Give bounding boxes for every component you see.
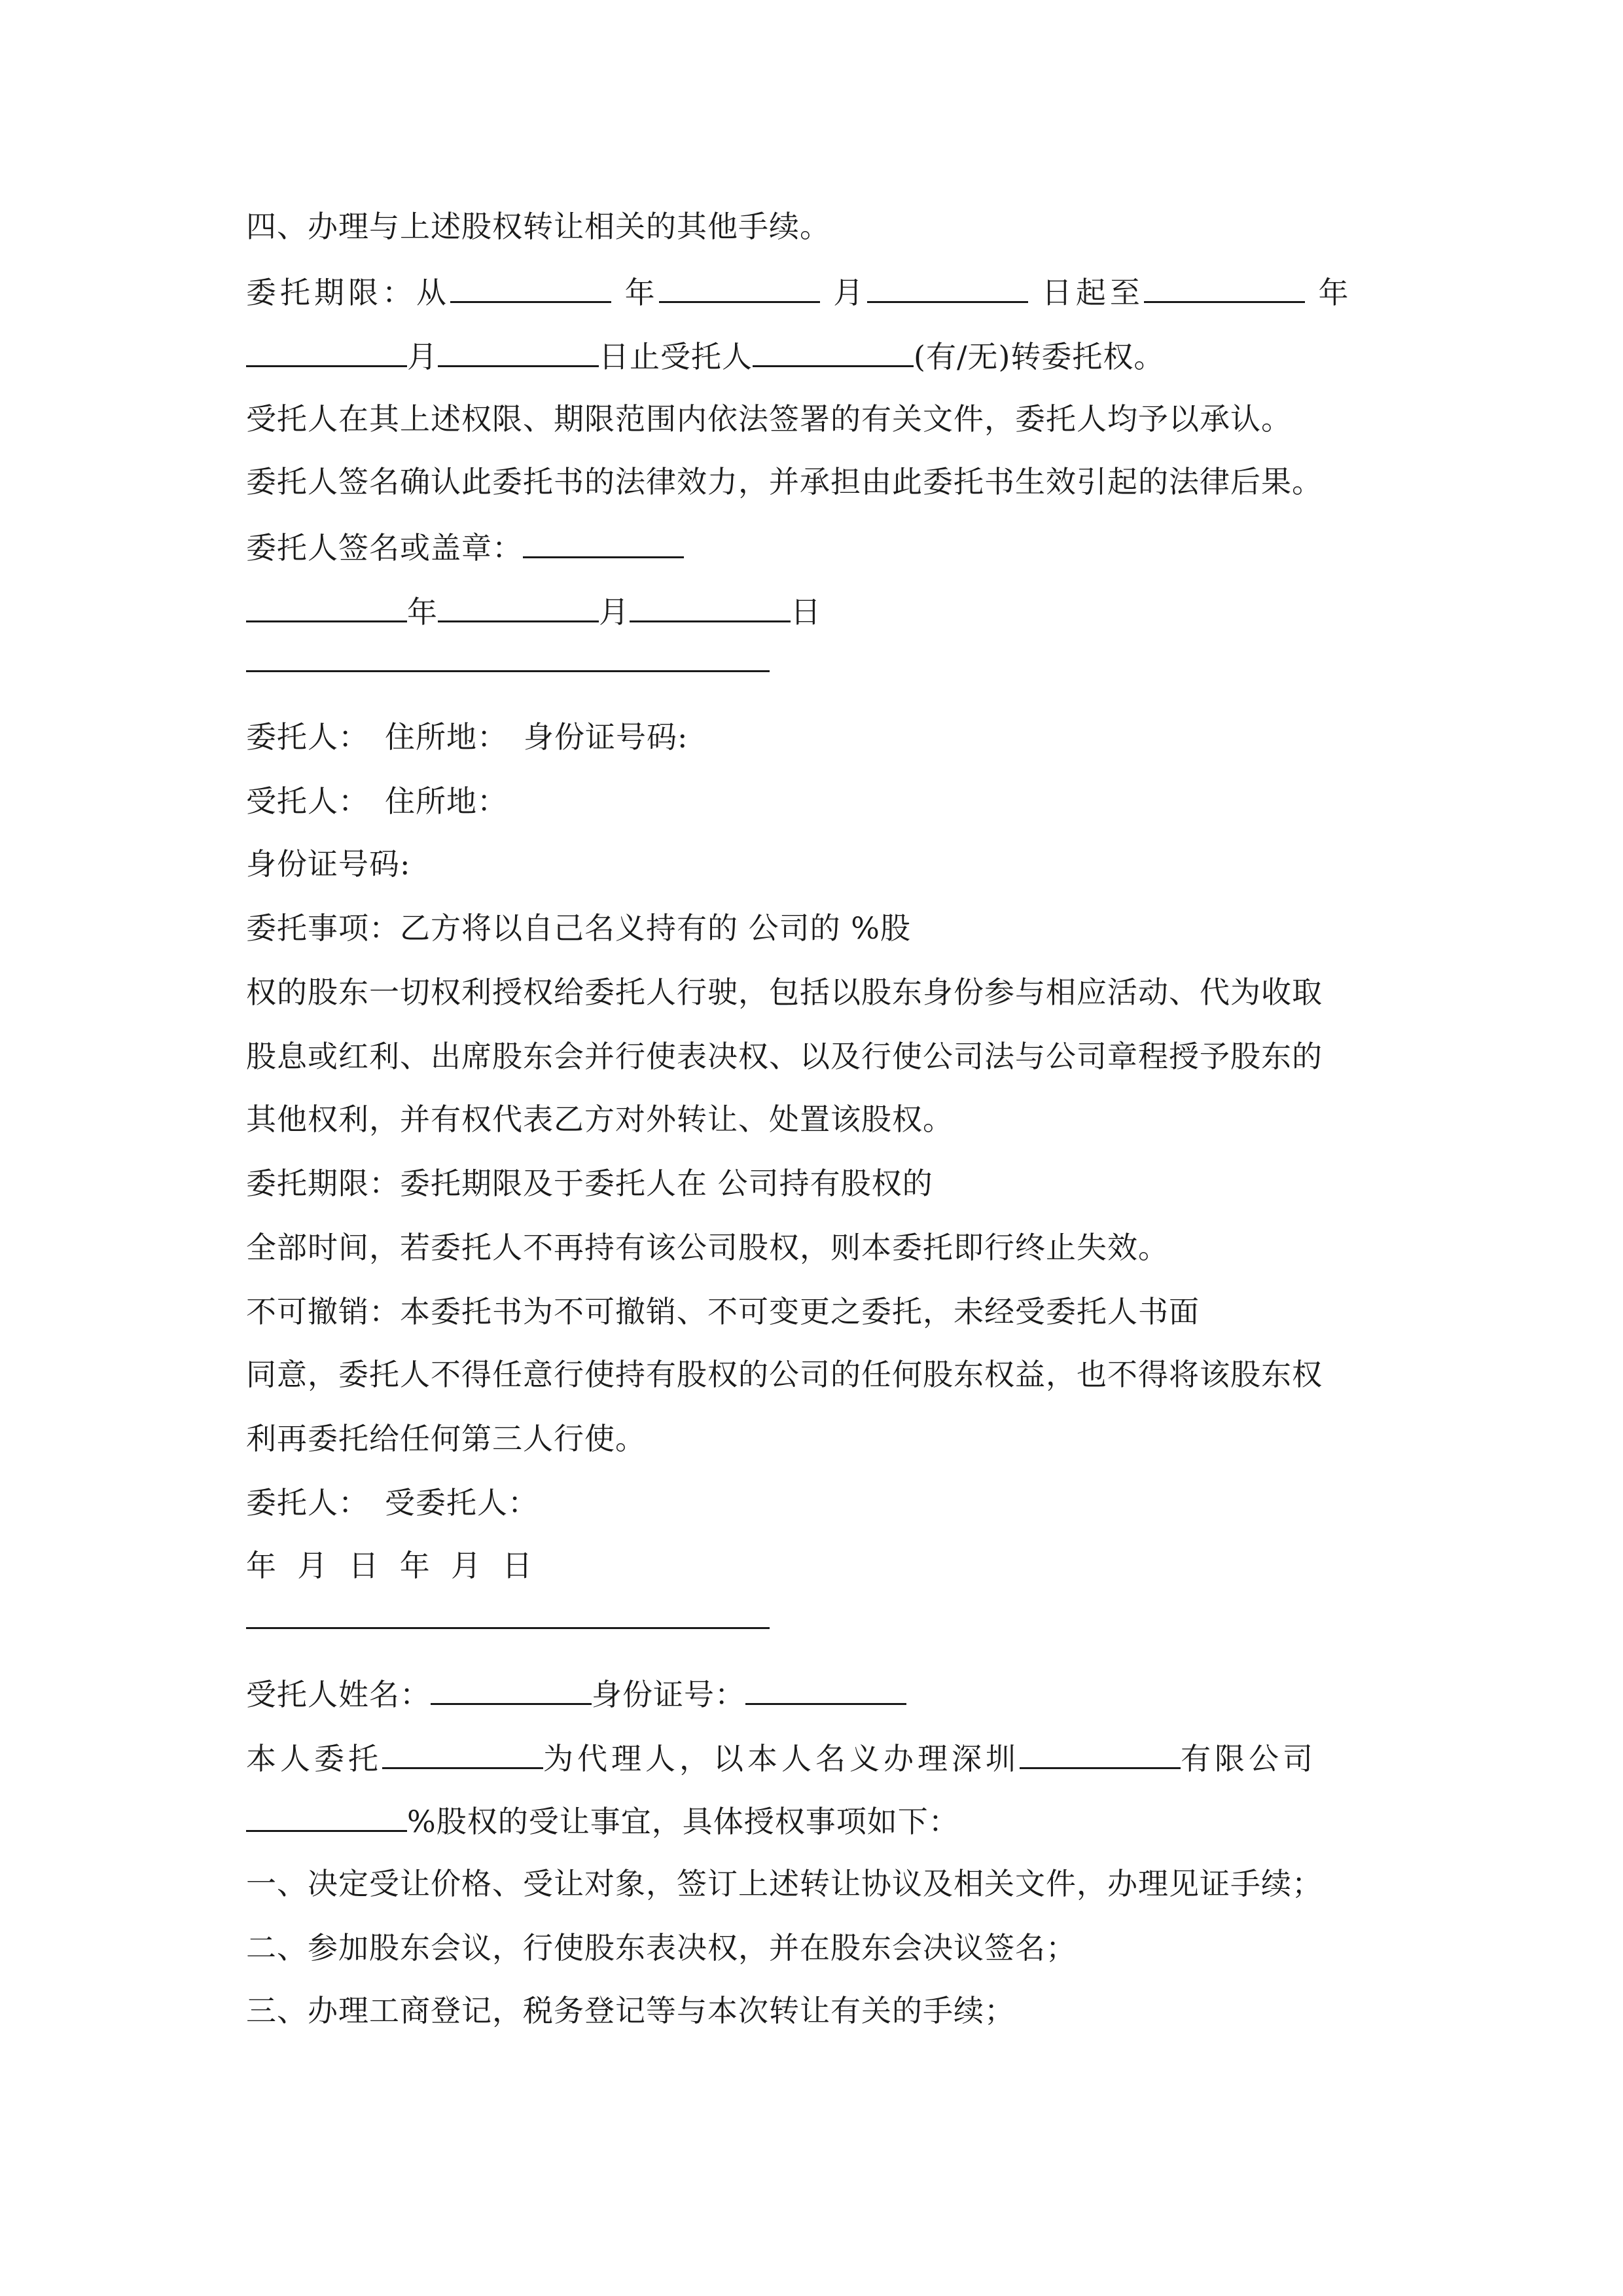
blank-share-percent <box>246 1800 407 1832</box>
entrust-line <box>246 1737 1317 1778</box>
irrevocable-line-3: 利再委托给任何第三人行使。 <box>246 1421 646 1456</box>
blank-proxy-name <box>382 1737 543 1769</box>
blank-day-to <box>438 335 599 367</box>
section-four: 四、办理与上述股权转让相关的其他手续。 <box>246 209 830 244</box>
matters-line-1: 委托事项：乙方将以自己名义持有的 公司的 %股 <box>246 910 911 946</box>
item-one: 一、决定受让价格、受让对象，签订上述转让协议及相关文件，办理见证手续； <box>246 1866 1323 1901</box>
agent-label: 受托人： <box>246 783 369 819</box>
term-day-from: 日起至 <box>1041 275 1144 310</box>
term-line <box>246 271 1353 312</box>
date-year: 年 <box>407 594 438 630</box>
agent-name-label: 受托人姓名： <box>246 1677 431 1712</box>
signatures-line <box>246 1483 539 1522</box>
agent-address-label: 住所地： <box>385 783 508 819</box>
term-year: 年 <box>624 275 659 310</box>
term-month-to: 月 <box>407 339 438 374</box>
term-subdelegation: (有/无)转委托权。 <box>914 339 1165 374</box>
agent-name-line <box>246 1673 906 1714</box>
entrust-tail: 有限公司 <box>1181 1741 1317 1776</box>
section-divider-1 <box>246 670 770 672</box>
principal-id-label: 身份证号码: <box>524 719 688 755</box>
term-line-2 <box>246 335 1164 376</box>
matters-line-3: 股息或红利、出席股东会并行使表决权、以及行使公司法与公司章程授予股东的 <box>246 1039 1323 1074</box>
blank-signature <box>523 526 684 558</box>
entrust-mid: 为代理人，以本人名义办理深圳 <box>543 1741 1020 1776</box>
acknowledge-clause: 受托人在其上述权限、期限范围内依法签署的有关文件，委托人均予以承认。 <box>246 401 1292 437</box>
share-text: %股权的受让事宜，具体授权事项如下： <box>407 1804 959 1839</box>
date-month: 月 <box>599 594 630 630</box>
blank-agent-name <box>753 335 914 367</box>
term-lead: 委托期限：从 <box>246 275 450 310</box>
term-day-until: 日止受托人 <box>599 339 753 374</box>
section-divider-2 <box>246 1627 770 1629</box>
entrust-lead: 本人委托 <box>246 1741 382 1776</box>
blank-agent-id-number <box>745 1673 906 1705</box>
blank-year-to <box>1144 271 1305 303</box>
blank-day-from <box>867 271 1028 303</box>
principal-info-line <box>246 717 688 757</box>
item-three: 三、办理工商登记，税务登记等与本次转让有关的手续； <box>246 1993 1015 2028</box>
blank-company-name <box>1020 1737 1181 1769</box>
legal-effect-clause: 委托人签名确认此委托书的法律效力，并承担由此委托书生效引起的法律后果。 <box>246 464 1323 499</box>
item-two: 二、参加股东会议，行使股东表决权，并在股东会决议签名； <box>246 1930 1077 1965</box>
principal-address-label: 住所地： <box>385 719 508 755</box>
term-month: 月 <box>833 275 868 310</box>
blank-date-year <box>246 590 407 622</box>
blank-date-month <box>438 590 599 622</box>
irrevocable-line-2: 同意，委托人不得任意行使持有股权的公司的任何股东权益，也不得将该股东权 <box>246 1357 1323 1392</box>
term-year-to: 年 <box>1318 275 1353 310</box>
matters-line-2: 权的股东一切权利授权给委托人行驶，包括以股东身份参与相应活动、代为收取 <box>246 975 1323 1010</box>
blank-month-from <box>659 271 820 303</box>
blank-date-day <box>630 590 791 622</box>
signature-line <box>246 526 684 567</box>
irrevocable-line-1: 不可撤销：本委托书为不可撤销、不可变更之委托，未经受委托人书面 <box>246 1294 1200 1329</box>
agent-info-line <box>246 781 508 821</box>
blank-agent-full-name <box>431 1673 592 1705</box>
date-day: 日 <box>791 594 821 630</box>
blank-year-from <box>450 271 611 303</box>
agent-id-number-label: 身份证号： <box>592 1677 745 1712</box>
principal-label: 委托人： <box>246 719 369 755</box>
share-line <box>246 1800 959 1841</box>
agent-id-label: 身份证号码: <box>246 846 411 882</box>
period-line-1: 委托期限：委托期限及于委托人在 公司持有股权的 <box>246 1166 933 1201</box>
dates-line: 年 月 日 年 月 日 <box>246 1548 533 1583</box>
signature-label: 委托人签名或盖章： <box>246 530 523 565</box>
date-line <box>246 590 821 632</box>
matters-line-4: 其他权利，并有权代表乙方对外转让、处置该股权。 <box>246 1102 954 1137</box>
signature-principal-label: 委托人： <box>246 1485 369 1520</box>
signature-agent-label: 受委托人： <box>385 1485 539 1520</box>
period-line-2: 全部时间，若委托人不再持有该公司股权，则本委托即行终止失效。 <box>246 1230 1169 1265</box>
blank-month-to <box>246 335 407 367</box>
